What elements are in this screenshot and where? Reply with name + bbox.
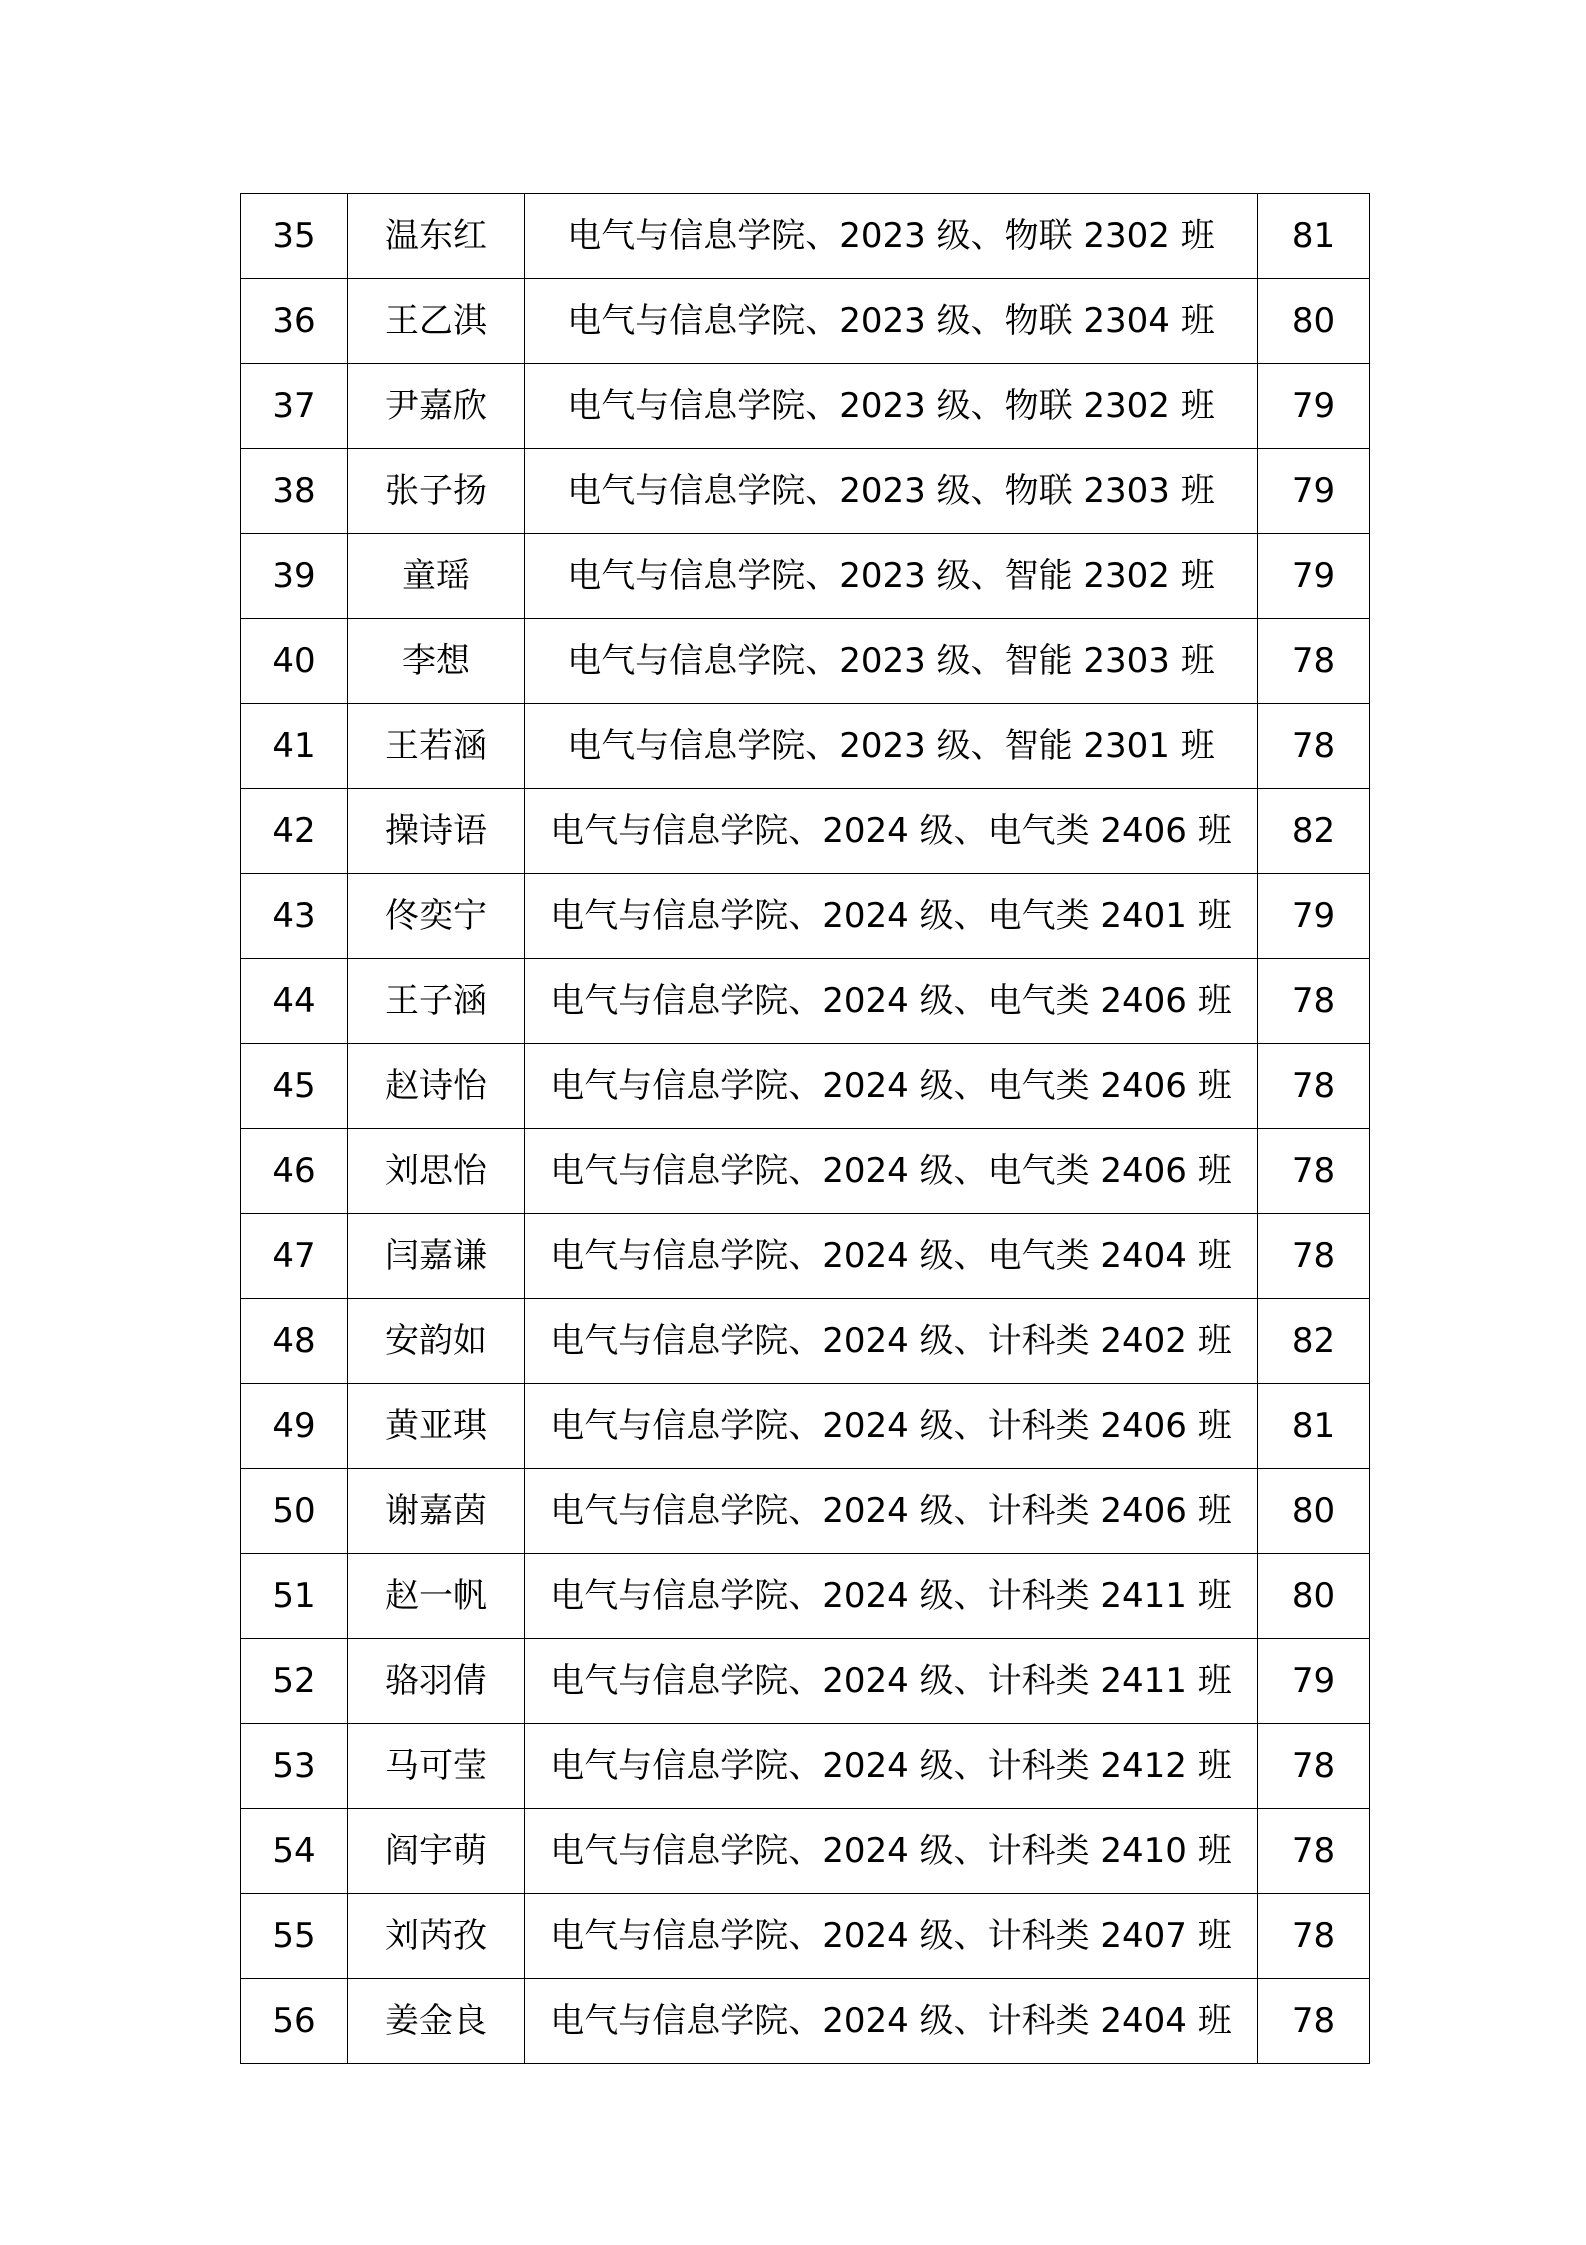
table-row <box>241 1724 1370 1809</box>
table-row <box>241 1214 1370 1299</box>
row-number-cell: 36 <box>241 279 348 364</box>
score-cell: 80 <box>1258 1554 1370 1639</box>
score-cell: 80 <box>1258 1469 1370 1554</box>
score-cell: 81 <box>1258 1384 1370 1469</box>
score-cell: 79 <box>1258 449 1370 534</box>
student-name-cell: 谢嘉茵 <box>348 1469 525 1554</box>
row-number-cell: 56 <box>241 1979 348 2064</box>
row-number-cell: 48 <box>241 1299 348 1384</box>
row-number-cell: 46 <box>241 1129 348 1214</box>
score-cell: 78 <box>1258 959 1370 1044</box>
row-number-cell: 41 <box>241 704 348 789</box>
row-number-cell: 51 <box>241 1554 348 1639</box>
class-info-cell: 电气与信息学院、2024 级、计科类 2410 班 <box>525 1809 1258 1894</box>
table-row <box>241 449 1370 534</box>
table-row <box>241 959 1370 1044</box>
class-info-cell: 电气与信息学院、2024 级、计科类 2411 班 <box>525 1554 1258 1639</box>
class-info-cell: 电气与信息学院、2024 级、计科类 2402 班 <box>525 1299 1258 1384</box>
table-row <box>241 1129 1370 1214</box>
student-name-cell: 童瑶 <box>348 534 525 619</box>
student-name-cell: 王若涵 <box>348 704 525 789</box>
table-row <box>241 1554 1370 1639</box>
student-name-cell: 马可莹 <box>348 1724 525 1809</box>
student-name-cell: 佟奕宁 <box>348 874 525 959</box>
table-row <box>241 1809 1370 1894</box>
class-info-cell: 电气与信息学院、2023 级、智能 2303 班 <box>525 619 1258 704</box>
table-row <box>241 1469 1370 1554</box>
score-cell: 78 <box>1258 1044 1370 1129</box>
score-cell: 78 <box>1258 1809 1370 1894</box>
student-name-cell: 张子扬 <box>348 449 525 534</box>
class-info-cell: 电气与信息学院、2024 级、计科类 2406 班 <box>525 1384 1258 1469</box>
table-row <box>241 194 1370 279</box>
student-name-cell: 阎宇萌 <box>348 1809 525 1894</box>
student-name-cell: 黄亚琪 <box>348 1384 525 1469</box>
row-number-cell: 35 <box>241 194 348 279</box>
student-name-cell: 王乙淇 <box>348 279 525 364</box>
student-name-cell: 温东红 <box>348 194 525 279</box>
class-info-cell: 电气与信息学院、2024 级、电气类 2404 班 <box>525 1214 1258 1299</box>
class-info-cell: 电气与信息学院、2024 级、计科类 2412 班 <box>525 1724 1258 1809</box>
score-cell: 78 <box>1258 1724 1370 1809</box>
score-cell: 79 <box>1258 1639 1370 1724</box>
class-info-cell: 电气与信息学院、2024 级、电气类 2406 班 <box>525 959 1258 1044</box>
class-info-cell: 电气与信息学院、2023 级、物联 2303 班 <box>525 449 1258 534</box>
row-number-cell: 42 <box>241 789 348 874</box>
class-info-cell: 电气与信息学院、2023 级、物联 2304 班 <box>525 279 1258 364</box>
table-row <box>241 534 1370 619</box>
score-cell: 78 <box>1258 704 1370 789</box>
score-cell: 81 <box>1258 194 1370 279</box>
score-cell: 82 <box>1258 789 1370 874</box>
student-name-cell: 安韵如 <box>348 1299 525 1384</box>
row-number-cell: 40 <box>241 619 348 704</box>
roster-table-body <box>241 194 1370 2064</box>
class-info-cell: 电气与信息学院、2024 级、电气类 2406 班 <box>525 789 1258 874</box>
table-row <box>241 1639 1370 1724</box>
row-number-cell: 39 <box>241 534 348 619</box>
student-name-cell: 尹嘉欣 <box>348 364 525 449</box>
class-info-cell: 电气与信息学院、2023 级、智能 2301 班 <box>525 704 1258 789</box>
table-row <box>241 789 1370 874</box>
class-info-cell: 电气与信息学院、2024 级、电气类 2401 班 <box>525 874 1258 959</box>
score-cell: 78 <box>1258 1894 1370 1979</box>
table-row <box>241 364 1370 449</box>
score-cell: 82 <box>1258 1299 1370 1384</box>
row-number-cell: 53 <box>241 1724 348 1809</box>
score-cell: 78 <box>1258 1979 1370 2064</box>
table-row <box>241 874 1370 959</box>
roster-table <box>240 193 1370 2064</box>
table-row <box>241 1299 1370 1384</box>
table-row <box>241 1384 1370 1469</box>
table-row <box>241 279 1370 364</box>
student-name-cell: 刘思怡 <box>348 1129 525 1214</box>
student-name-cell: 赵诗怡 <box>348 1044 525 1129</box>
class-info-cell: 电气与信息学院、2024 级、计科类 2407 班 <box>525 1894 1258 1979</box>
score-cell: 78 <box>1258 1129 1370 1214</box>
score-cell: 79 <box>1258 534 1370 619</box>
table-row <box>241 1044 1370 1129</box>
row-number-cell: 55 <box>241 1894 348 1979</box>
row-number-cell: 37 <box>241 364 348 449</box>
student-name-cell: 刘芮孜 <box>348 1894 525 1979</box>
class-info-cell: 电气与信息学院、2023 级、智能 2302 班 <box>525 534 1258 619</box>
student-name-cell: 赵一帆 <box>348 1554 525 1639</box>
row-number-cell: 49 <box>241 1384 348 1469</box>
class-info-cell: 电气与信息学院、2024 级、电气类 2406 班 <box>525 1044 1258 1129</box>
row-number-cell: 44 <box>241 959 348 1044</box>
student-name-cell: 姜金良 <box>348 1979 525 2064</box>
score-cell: 79 <box>1258 364 1370 449</box>
student-name-cell: 操诗语 <box>348 789 525 874</box>
score-cell: 79 <box>1258 874 1370 959</box>
student-name-cell: 闫嘉谦 <box>348 1214 525 1299</box>
class-info-cell: 电气与信息学院、2024 级、电气类 2406 班 <box>525 1129 1258 1214</box>
class-info-cell: 电气与信息学院、2024 级、计科类 2411 班 <box>525 1639 1258 1724</box>
row-number-cell: 45 <box>241 1044 348 1129</box>
score-cell: 78 <box>1258 1214 1370 1299</box>
table-row <box>241 1979 1370 2064</box>
table-row <box>241 619 1370 704</box>
class-info-cell: 电气与信息学院、2024 级、计科类 2406 班 <box>525 1469 1258 1554</box>
table-row <box>241 1894 1370 1979</box>
table-row <box>241 704 1370 789</box>
score-cell: 80 <box>1258 279 1370 364</box>
student-name-cell: 骆羽倩 <box>348 1639 525 1724</box>
row-number-cell: 47 <box>241 1214 348 1299</box>
row-number-cell: 54 <box>241 1809 348 1894</box>
student-name-cell: 李想 <box>348 619 525 704</box>
row-number-cell: 52 <box>241 1639 348 1724</box>
class-info-cell: 电气与信息学院、2023 级、物联 2302 班 <box>525 364 1258 449</box>
row-number-cell: 50 <box>241 1469 348 1554</box>
class-info-cell: 电气与信息学院、2024 级、计科类 2404 班 <box>525 1979 1258 2064</box>
student-name-cell: 王子涵 <box>348 959 525 1044</box>
class-info-cell: 电气与信息学院、2023 级、物联 2302 班 <box>525 194 1258 279</box>
row-number-cell: 38 <box>241 449 348 534</box>
score-cell: 78 <box>1258 619 1370 704</box>
row-number-cell: 43 <box>241 874 348 959</box>
